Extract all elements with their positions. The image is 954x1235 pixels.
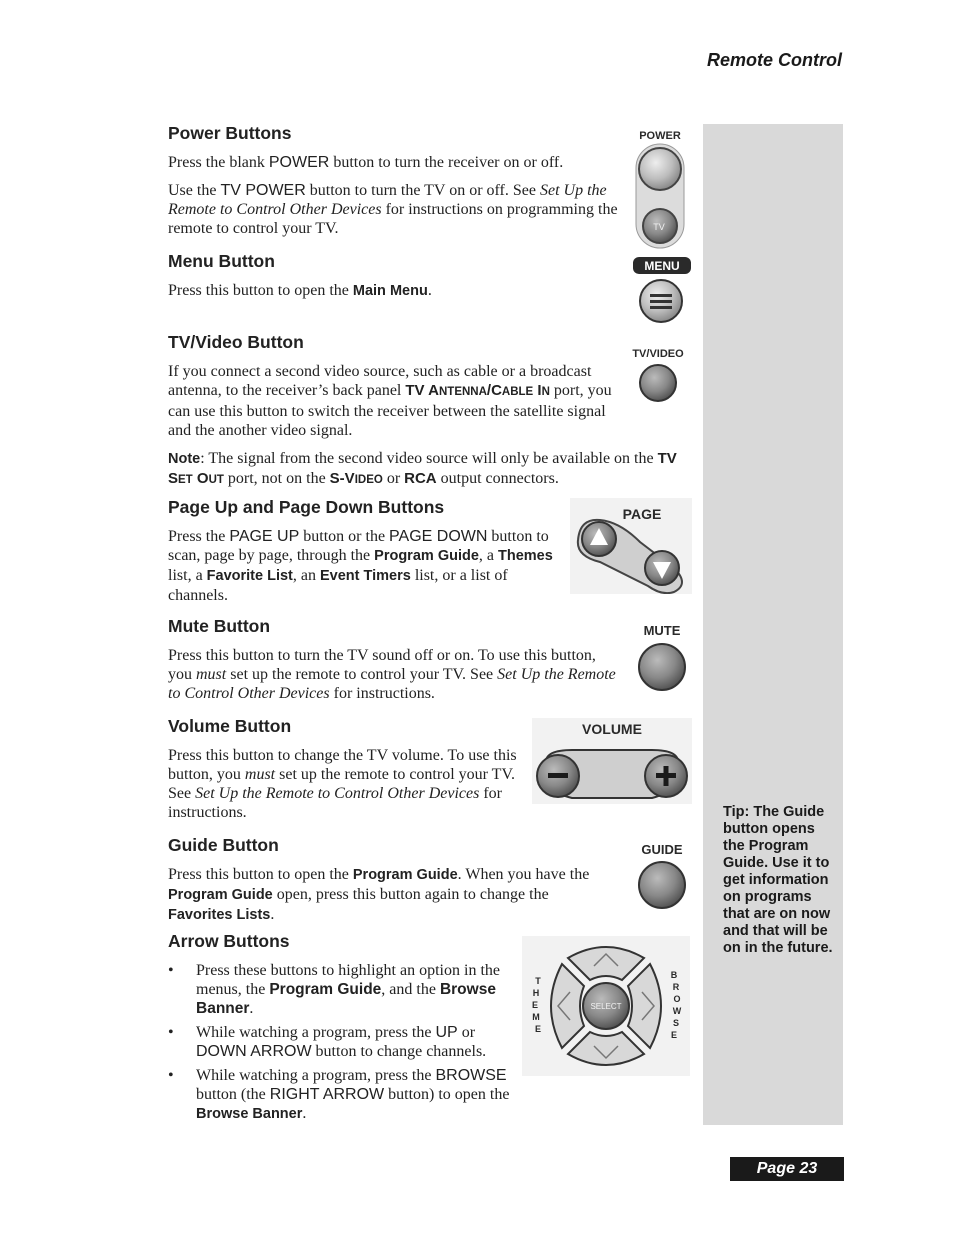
section-page xyxy=(168,497,563,614)
volume-paragraph: Press this button to change the TV volume. To use this button, you must set up the remote to control your TV. See Set Up the Remote to Control Other Devices for instructions. xyxy=(168,747,517,821)
menu-heading: Menu Button xyxy=(168,251,275,271)
browse-letter: S xyxy=(672,1018,680,1028)
arrows-heading: Arrow Buttons xyxy=(168,931,290,951)
svg-text:GUIDE: GUIDE xyxy=(641,842,683,857)
svg-text:SELECT: SELECT xyxy=(590,1002,622,1011)
section-menu xyxy=(168,251,618,310)
page-number: Page 23 xyxy=(730,1157,844,1181)
svg-text:TV/VIDEO: TV/VIDEO xyxy=(632,348,684,360)
page-buttons-icon xyxy=(570,498,692,594)
guide-button-icon xyxy=(632,839,692,913)
mute-paragraph: Press this button to turn the TV sound off or on. To use this button, you must set up the remote to control your TV. See Set Up the Remote to Control Other Devices for instructions. xyxy=(168,647,616,702)
power-paragraph-2: Use the TV POWER button to turn the TV on or off. See Set Up the Remote to Control Other Devices for instructions on programming the remote to control your TV. xyxy=(168,182,618,237)
section-arrows xyxy=(168,931,513,1129)
guide-paragraph: Press this button to open the Program Guide. When you have the Program Guide open, press this button again to change the Favorites Lists. xyxy=(168,866,590,923)
section-power xyxy=(168,123,618,247)
browse-letter: E xyxy=(670,1030,678,1040)
tvvideo-note: Note: The signal from the second video source will only be available on the TV SET OUT port, not on the S-VIDEO or RCA output connectors. xyxy=(168,450,677,487)
svg-text:PAGE: PAGE xyxy=(622,506,662,522)
tip-sidebar xyxy=(703,124,843,1125)
section-tvvideo xyxy=(168,332,688,499)
svg-text:TV: TV xyxy=(653,222,665,232)
tip-text: Tip: The Guide button opens the Program Guide. Use it to get information on programs that are on now and that will be on in the future. xyxy=(723,804,833,956)
list-item: • Press these buttons to highlight an option in the menus, the Program Guide, and the Browse Banner. xyxy=(168,962,500,1017)
volume-heading: Volume Button xyxy=(168,716,292,736)
menu-button-icon xyxy=(630,255,694,327)
svg-text:MENU: MENU xyxy=(644,259,680,273)
arrows-bullet-list xyxy=(168,961,513,1124)
browse-letter: O xyxy=(673,994,681,1004)
theme-letter: T xyxy=(535,976,541,986)
power-heading: Power Buttons xyxy=(168,123,292,143)
page-paragraph: Press the PAGE UP button or the PAGE DOWN button to scan, page by page, through the Program Guide, a Themes list, a Favorite List, an Event Timers list, or a list of channels. xyxy=(168,528,553,604)
tvvideo-heading: TV/Video Button xyxy=(168,332,304,352)
mute-button-icon xyxy=(632,620,692,694)
theme-letter: E xyxy=(534,1024,542,1034)
theme-letter: E xyxy=(531,1000,539,1010)
tvvideo-button-icon xyxy=(628,344,692,406)
menu-paragraph: Press this button to open the Main Menu. xyxy=(168,282,432,299)
theme-letter: H xyxy=(532,988,540,998)
svg-text:POWER: POWER xyxy=(639,130,681,142)
tvvideo-paragraph: If you connect a second video source, such as cable or a broadcast antenna, to the receiver’s back panel TV ANTENNA/CABLE IN port, you can use this button to switch the receiver between the satellite signal and the another video signal. xyxy=(168,363,612,439)
power-paragraph-1: Press the blank POWER button to turn the receiver on or off. xyxy=(168,154,564,171)
browse-letter: B xyxy=(670,970,678,980)
theme-letter: M xyxy=(532,1012,540,1022)
power-buttons-icon xyxy=(622,122,692,252)
browse-letter: R xyxy=(672,982,680,992)
guide-heading: Guide Button xyxy=(168,835,279,855)
running-header: Remote Control xyxy=(707,50,842,70)
mute-heading: Mute Button xyxy=(168,616,271,636)
section-guide xyxy=(168,835,608,934)
section-mute xyxy=(168,616,623,712)
page-heading: Page Up and Page Down Buttons xyxy=(168,497,445,517)
list-item: • While watching a program, press the BROWSE button (the RIGHT ARROW button) to open the Browse Banner. xyxy=(168,1067,510,1122)
arrow-buttons-icon xyxy=(522,936,690,1076)
volume-button-icon xyxy=(532,718,692,804)
list-item: • While watching a program, press the UP or DOWN ARROW button to change channels. xyxy=(168,1024,487,1060)
section-volume xyxy=(168,716,523,831)
svg-text:VOLUME: VOLUME xyxy=(582,721,642,737)
browse-letter: W xyxy=(672,1006,682,1016)
svg-text:MUTE: MUTE xyxy=(643,623,681,638)
